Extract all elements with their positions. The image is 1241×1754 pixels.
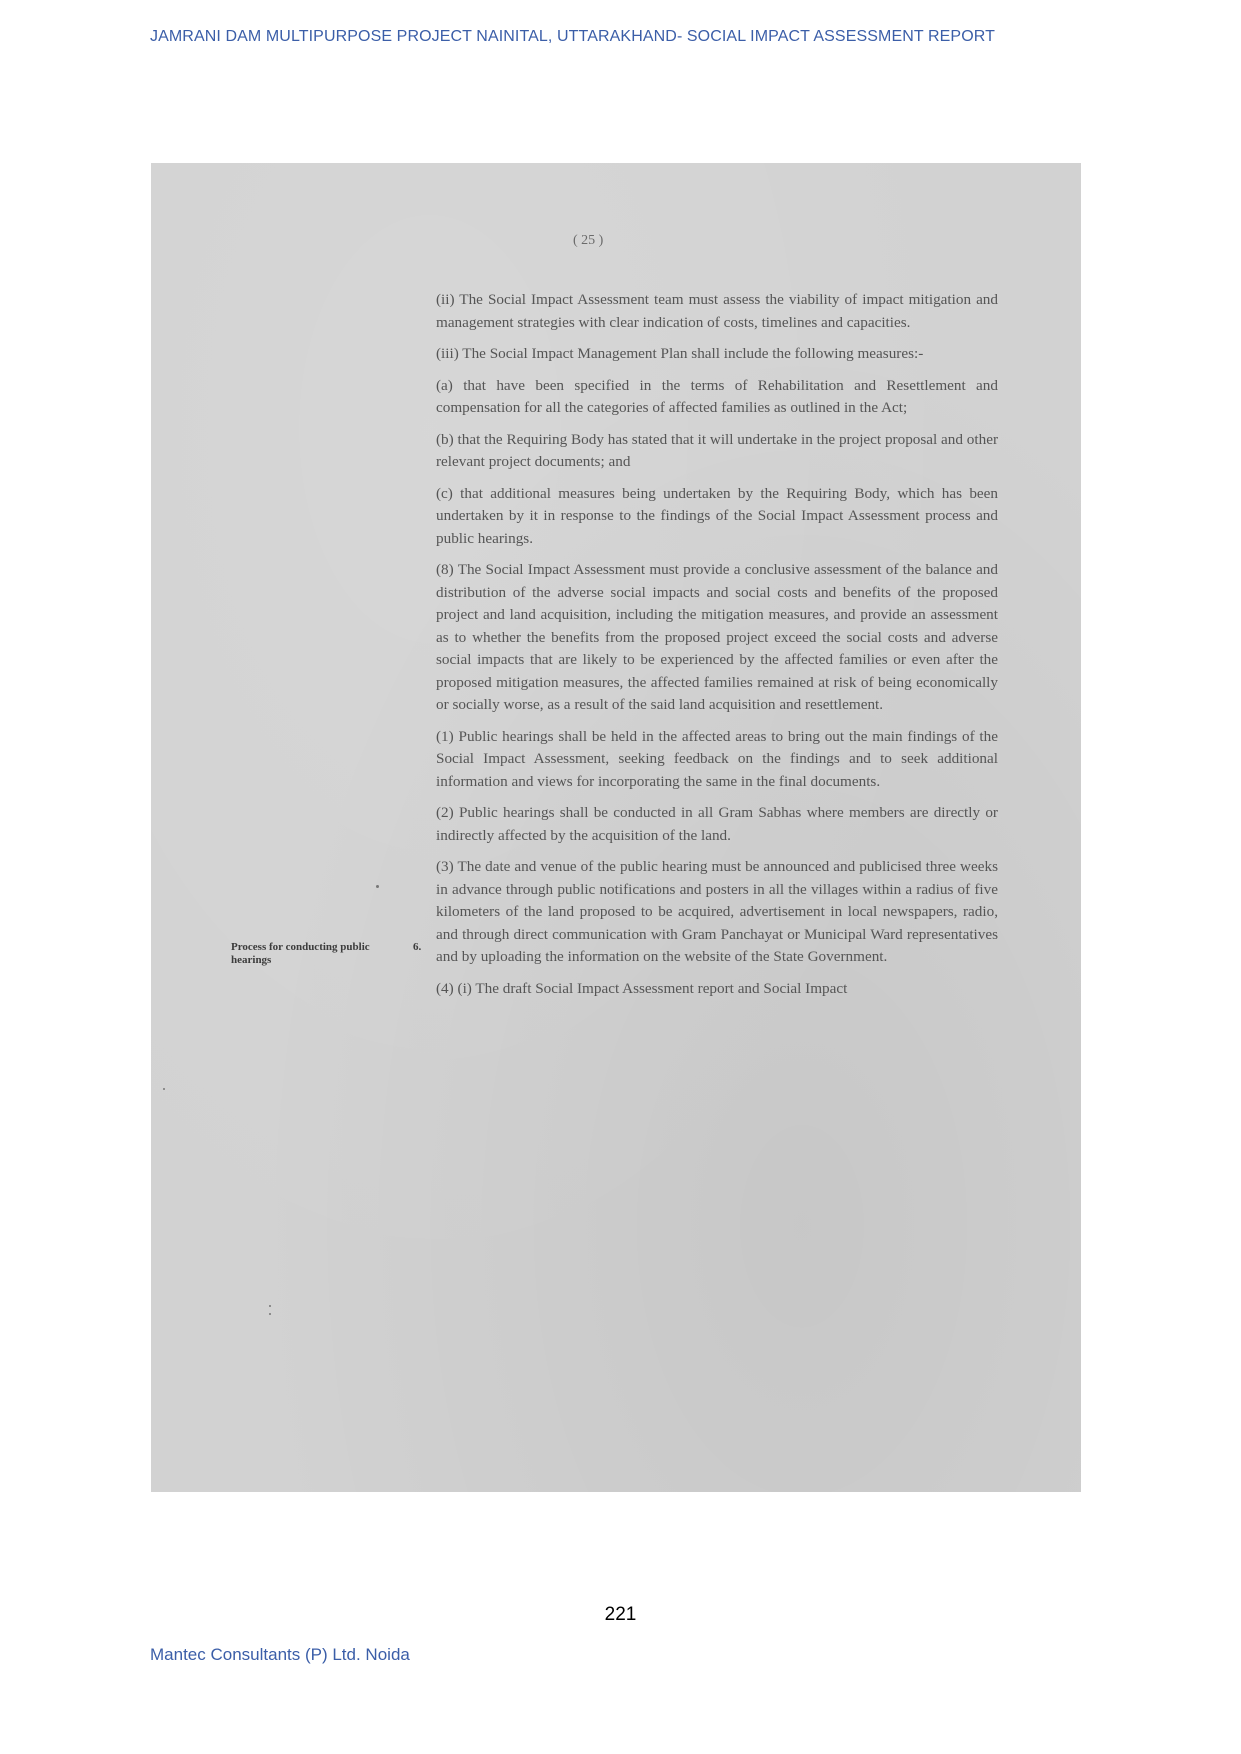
scan-paragraph: (3) The date and venue of the public hearing must be announced and publicised three weeks in advance through public notifications and posters in all the villages within a radius of five kilometers of the land proposed to be acquired, advertisement in local newspapers, radio, and through direct communication with Gram Panchayat or Municipal Ward representatives and by uploading the information on the website of the State Government. [436,858,998,965]
scan-paragraph: (ii) The Social Impact Assessment team must assess the viability of impact mitigation and management strategies with clear indication of costs, timelines and capacities. [436,291,998,331]
footer-text: Mantec Consultants (P) Ltd. Noida [150,1645,410,1664]
scan-paragraph: (8) The Social Impact Assessment must provide a conclusive assessment of the balance and distribution of the adverse social impacts and social costs and benefits of the proposed project and land acquisition, including the mitigation measures, and provide an assessment as to whether the benefits from the proposed project exceed the social costs and adverse social impacts that are likely to be experienced by the affected families or even after the proposed mitigation measures, the affected families remained at risk of being economically or socially worse, as a result of the said land acquisition and resettlement. [436,561,998,713]
margin-note-text: Process for conducting public hearings [231,941,370,966]
scan-speck [269,1305,271,1307]
scan-paragraph: (2) Public hearings shall be conducted in all Gram Sabhas where members are directly or indirectly affected by the acquisition of the land. [436,804,998,844]
scan-paragraph: (4) (i) The draft Social Impact Assessment report and Social Impact [436,979,848,997]
scan-paragraph: (b) that the Requiring Body has stated that it will undertake in the project proposal and other relevant project documents; and [436,430,998,470]
scan-paragraph: (a) that have been specified in the terms of Rehabilitation and Resettlement and compensation for all the categories of affected families as outlined in the Act; [436,376,998,416]
scan-speck [376,885,379,888]
scan-page-marker: ( 25 ) [573,233,604,248]
margin-note-number: 6. [413,941,422,953]
scan-speck [269,1313,271,1315]
running-header: JAMRANI DAM MULTIPURPOSE PROJECT NAINITAL, UTTARAKHAND- SOCIAL IMPACT ASSESSMENT REPORT [150,28,995,45]
scan-speck [163,1088,165,1090]
scanned-page-image [151,163,1081,1492]
scan-paragraph: (1) Public hearings shall be held in the affected areas to bring out the main findings of the Social Impact Assessment, seeking feedback on the findings and to seek additional information and views for incorporating the same in the final documents. [436,727,998,790]
scan-body-text [436,289,998,1009]
margin-note [231,941,422,967]
scan-paragraph: (c) that additional measures being undertaken by the Requiring Body, which has been undertaken by it in response to the findings of the Social Impact Assessment process and public hearings. [436,484,998,547]
page-number: 221 [604,1604,637,1625]
scan-paragraph: (iii) The Social Impact Management Plan shall include the following measures:- [436,345,924,362]
